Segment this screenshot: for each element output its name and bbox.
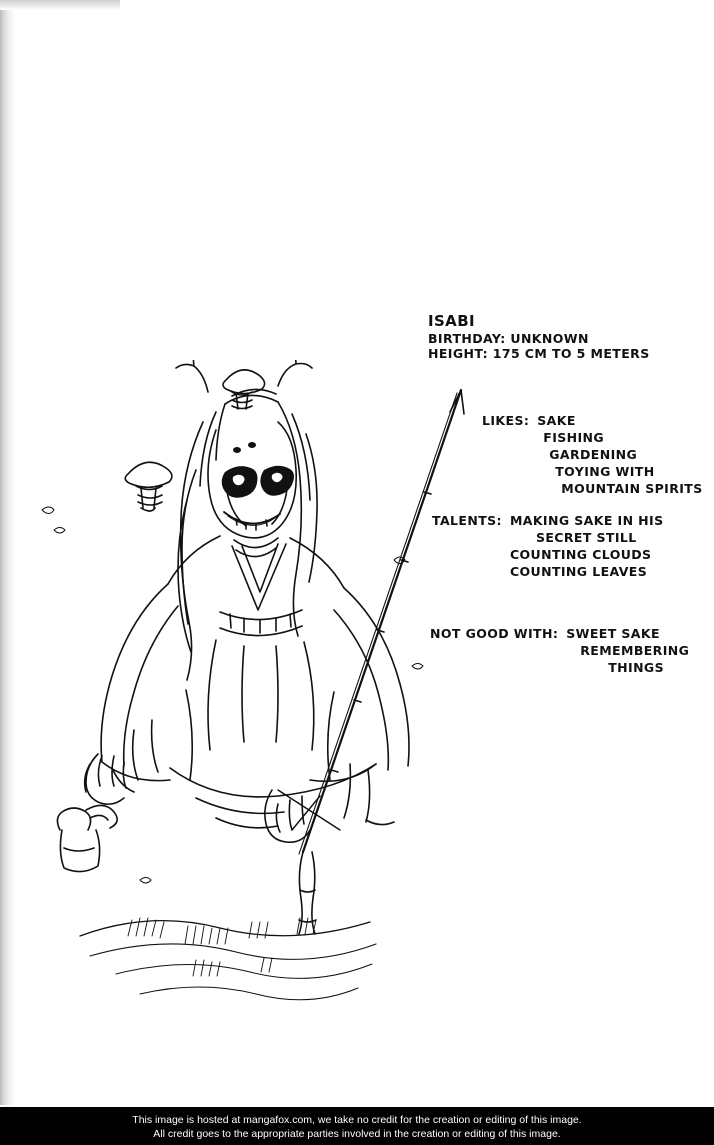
scan-edge-shadow (0, 0, 16, 1105)
attribution-line-1: This image is hosted at mangafox.com, we take no credit for the creation or editing of this image. (132, 1114, 582, 1126)
not-good-with-label: NOT GOOD WITH: (430, 626, 559, 641)
likes-section (482, 412, 703, 497)
attribution-line-2: All credit goes to the appropriate parties involved in the creation or editing of this image. (153, 1128, 561, 1140)
likes-values (537, 412, 702, 497)
talents-section (432, 512, 664, 580)
likes-item: GARDENING (549, 447, 638, 462)
attribution-footer (0, 1107, 714, 1145)
likes-label: LIKES: (482, 413, 530, 428)
scan-edge-top-shadow (0, 0, 120, 10)
likes-item: MOUNTAIN SPIRITS (561, 481, 703, 496)
character-illustration (20, 360, 540, 1040)
character-height: HEIGHT: 175 CM TO 5 METERS (428, 346, 650, 361)
likes-item: TOYING WITH (555, 464, 655, 479)
talents-values (510, 512, 664, 580)
character-profile (428, 312, 698, 361)
not-good-with-item: SWEET SAKE (566, 626, 660, 641)
not-good-with-values (566, 625, 689, 676)
not-good-with-item: THINGS (608, 660, 664, 675)
talents-label: TALENTS: (432, 513, 502, 528)
likes-item: FISHING (543, 430, 605, 445)
character-birthday: BIRTHDAY: UNKNOWN (428, 331, 589, 346)
likes-item: SAKE (537, 413, 576, 428)
talents-item: COUNTING LEAVES (509, 564, 648, 579)
not-good-with-section (430, 625, 689, 676)
character-name: ISABI (428, 312, 476, 330)
talents-item: MAKING SAKE IN HIS (509, 513, 664, 528)
talents-item: COUNTING CLOUDS (509, 547, 652, 562)
talents-item: SECRET STILL (535, 530, 637, 545)
not-good-with-item: REMEMBERING (580, 643, 690, 658)
